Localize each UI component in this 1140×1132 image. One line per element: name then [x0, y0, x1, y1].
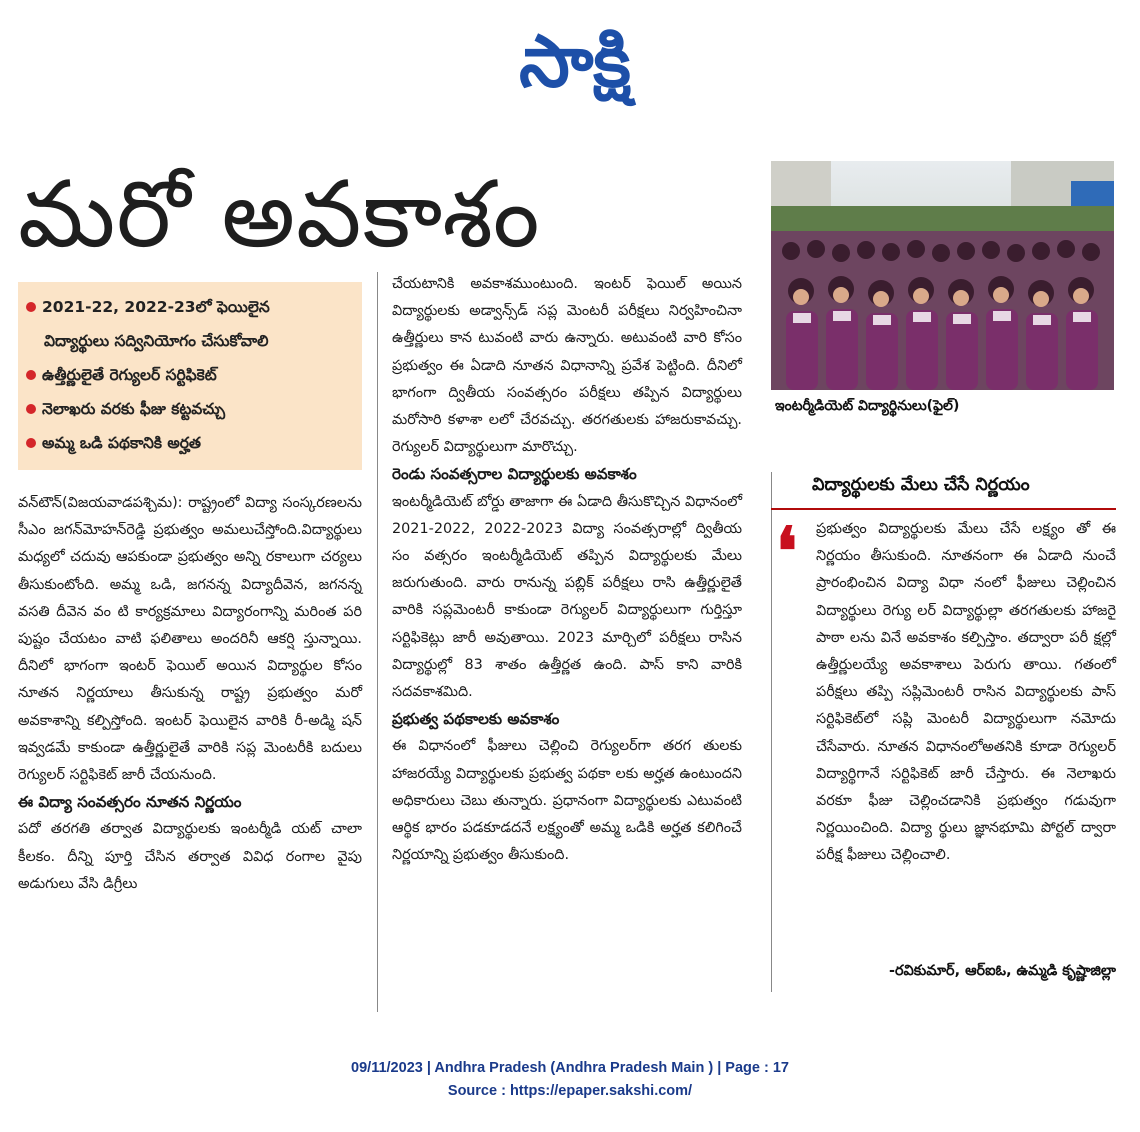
- highlights-box: [18, 282, 362, 470]
- article-paragraph: పదో తరగతి తర్వాత విద్యార్థులకు ఇంటర్మీడి యట్ చాలా కీలకం. దీన్ని పూర్తి చేసిన తర్వాత వివిధ రంగాల వైపు అడుగులు వేసి డిగ్రీలు: [18, 821, 362, 892]
- photo-caption: ఇంటర్మీడియెట్ విద్యార్థినులు(ఫైల్): [775, 398, 960, 414]
- column-divider: [377, 272, 378, 1012]
- footer-source: Source : https://epaper.sakshi.com/: [447, 1083, 693, 1099]
- sidebox-title: విద్యార్థులకు మేలు చేసే నిర్ణయం: [812, 475, 1030, 495]
- article-paragraph: చేయటానికి అవకాశముంటుంది. ఇంటర్ ఫెయిల్ అయిన విద్యార్థులకు అడ్వాన్స్‌డ్ సప్ల మెంటరీ పరీక్షలు నిర్వహించినా ఉత్తీర్ణులు కాన టువంటి వారు ఉన్నారు. అటువంటి వారి కోసం ప్రభుత్వం ఈ ఏడాది నూతన విధానాన్ని ప్రవేశ పెట్టింది. దీనిలో భాగంగా ద్వితీయ సంవత్సరం పరీక్షలు తప్పిన విద్యార్థులు మరోసారి కళాశా లలో చేరవచ్చు. తరగతులకు హాజరుకావచ్చు. రెగ్యులర్ విద్యార్థులుగా మారొచ్చు.: [392, 276, 742, 456]
- article-subheading: రెండు సంవత్సరాల విద్యార్థులకు అవకాశం: [392, 465, 637, 484]
- sidebox-title-underline: [771, 508, 1116, 510]
- article-paragraph: ఇంటర్మీడియెట్ బోర్డు తాజాగా ఈ ఏడాది తీసుకొచ్చిన విధానంలో 2021-2022, 2022-2023 విద్యా సంవత్సరాల్లో ద్వితీయ సం వత్సరం ఇంటర్మీడియెట్ తప్పిన విద్యార్థులకు మేలు జరుగుతుంది. వారు రానున్న పబ్లిక్ పరీక్షలు రాసి ఉత్తీర్ణులైతే వారికి సప్లమెంటరీ కాకుండా రెగ్యులర్ విద్యార్థులుగా గుర్తిస్తూ సర్టిఫికెట్లు జారీ అవుతాయి. 2023 మార్చిలో పరీక్షలు రాసిన విద్యార్థుల్లో 83 శాతం ఉత్తీర్ణత ఉంది. పాస్ కాని వారికి సదవకాశమిది.: [392, 493, 742, 701]
- article-subheading: ప్రభుత్వ పథకాలకు అవకాశం: [392, 710, 560, 729]
- sakshi-logo: [470, 8, 680, 108]
- quote-icon: ❛: [776, 512, 798, 590]
- article-paragraph: వన్‌టౌన్(విజయవాడపశ్చిమ): రాష్ట్రంలో విద్యా సంస్కరణలను సీఎం జగన్‌మోహన్‌రెడ్డి ప్రభుత్వం అమలుచేస్తోంది.విద్యార్థులు మధ్యలో చదువు ఆపకుండా ప్రభుత్వం అన్ని రకాలుగా చర్యలు తీసుకుంటోంది. అమ్మ ఒడి, జగనన్న విద్యాదీవెన, జగనన్న వసతి దీవెన వం టి కార్యక్రమాలు విద్యారంగాన్ని మరింత పరి పుష్టం చేయటం వాటి ఫలితాలు అందరినీ ఆకర్షి స్తున్నాయి. దీనిలో భాగంగా ఇంటర్ ఫెయిల్ అయిన విద్యార్థుల కోసం నూతన నిర్ణయాలు తీసుకున్న రాష్ట్ర ప్రభుత్వం మరో అవకాశాన్ని కల్పిస్తోంది. ఇంటర్ ఫెయిలైన వారికి రీ-అడ్మి షన్ ఇవ్వడమే కాకుండా ఉత్తీర్ణులైతే వారికి సప్ల మెంటరీకి బదులు రెగ్యులర్ సర్టిఫికెట్ జారీ చేయనుంది.: [18, 495, 362, 784]
- sidebox-paragraph: ప్రభుత్వం విద్యార్థులకు మేలు చేసే లక్ష్యం తో ఈ నిర్ణయం తీసుకుంది. నూతనంగా ఈ ఏడాది నుంచే ప్రారంభించిన విద్యా విధా నంలో ఫీజులు చెల్లించిన విద్యార్థులు రెగ్యు లర్ విద్యార్థుల్లా తరగతులకు హాజరై పాఠా లను వినే అవకాశం కల్పిస్తాం. తద్వారా పరీ క్షల్లో ఉత్తీర్ణులయ్యే అవకాశాలు పెరుగు తాయి. గతంలో పరీక్షలు తప్పి సప్లిమెంటరీ రాసిన విద్యార్థులకు పాస్ సర్టిఫికెట్‌లో సప్లి మెంటరీ విద్యార్థులుగా నమోదు చేసేవారు. నూతన విధానంలోఅతనికి కూడా రెగ్యులర్ విద్యార్థిగానే సర్టిఫికెట్ జారీ చేస్తారు. ఈ నెలాఖరు వరకూ ఫీజు చెల్లించడానికి ప్రభుత్వం గడువుగా నిర్ణయించింది. విద్యా ర్థులు జ్ఞానభూమి పోర్టల్ ద్వారా పరీక్ష ఫీజులు చెల్లించాలి.: [816, 521, 1116, 864]
- sidebox-byline: -రవికుమార్, ఆర్ఐఓ, ఉమ్మడి కృష్ణాజిల్లా: [888, 963, 1116, 979]
- highlight-item: అమ్మ ఒడి పథకానికి అర్హత: [24, 426, 356, 460]
- logo-graphic: [470, 8, 680, 108]
- highlight-item-continued: విద్యార్థులు సద్వినియోగం చేసుకోవాలి: [44, 332, 269, 350]
- article-column-1: [18, 490, 362, 898]
- page-headline: మరో అవకాశం: [18, 161, 541, 268]
- bullet-icon: [26, 302, 36, 312]
- sidebox-body: [816, 516, 1116, 870]
- photo-illustration: [771, 161, 1114, 390]
- bullet-icon: [26, 404, 36, 414]
- highlight-item: 2021-22, 2022-23లో ఫెయిలైన: [24, 290, 356, 324]
- bullet-icon: [26, 370, 36, 380]
- footer-edition-info: 09/11/2023 | Andhra Pradesh (Andhra Pradesh Main ) | Page : 17: [351, 1060, 789, 1076]
- article-paragraph: ఈ విధానంలో ఫీజులు చెల్లించి రెగ్యులర్‌గా తరగ తులకు హాజరయ్యే విద్యార్థులకు ప్రభుత్వ పథకా లకు అర్హత ఉంటుందని అధికారులు చెబు తున్నారు. ప్రధానంగా విద్యార్థులకు ఎటువంటి ఆర్థిక భారం పడకూడదనే లక్ష్యంతో అమ్మ ఒడికి అర్హత కలిగించే నిర్ణయాన్ని ప్రభుత్వం తీసుకుంది.: [392, 738, 742, 864]
- article-column-2: [392, 271, 742, 869]
- highlight-item: నెలాఖరు వరకు ఫీజు కట్టవచ్చు: [24, 392, 356, 426]
- bullet-icon: [26, 438, 36, 448]
- sidebox-divider: [771, 472, 772, 992]
- article-subheading: ఈ విద్యా సంవత్సరం నూతన నిర్ణయం: [18, 793, 242, 812]
- logo-text: సాక్షి: [519, 19, 631, 103]
- students-photo: [771, 161, 1114, 390]
- highlight-item: ఉత్తీర్ణులైతే రెగ్యులర్ సర్టిఫికెట్: [24, 358, 356, 392]
